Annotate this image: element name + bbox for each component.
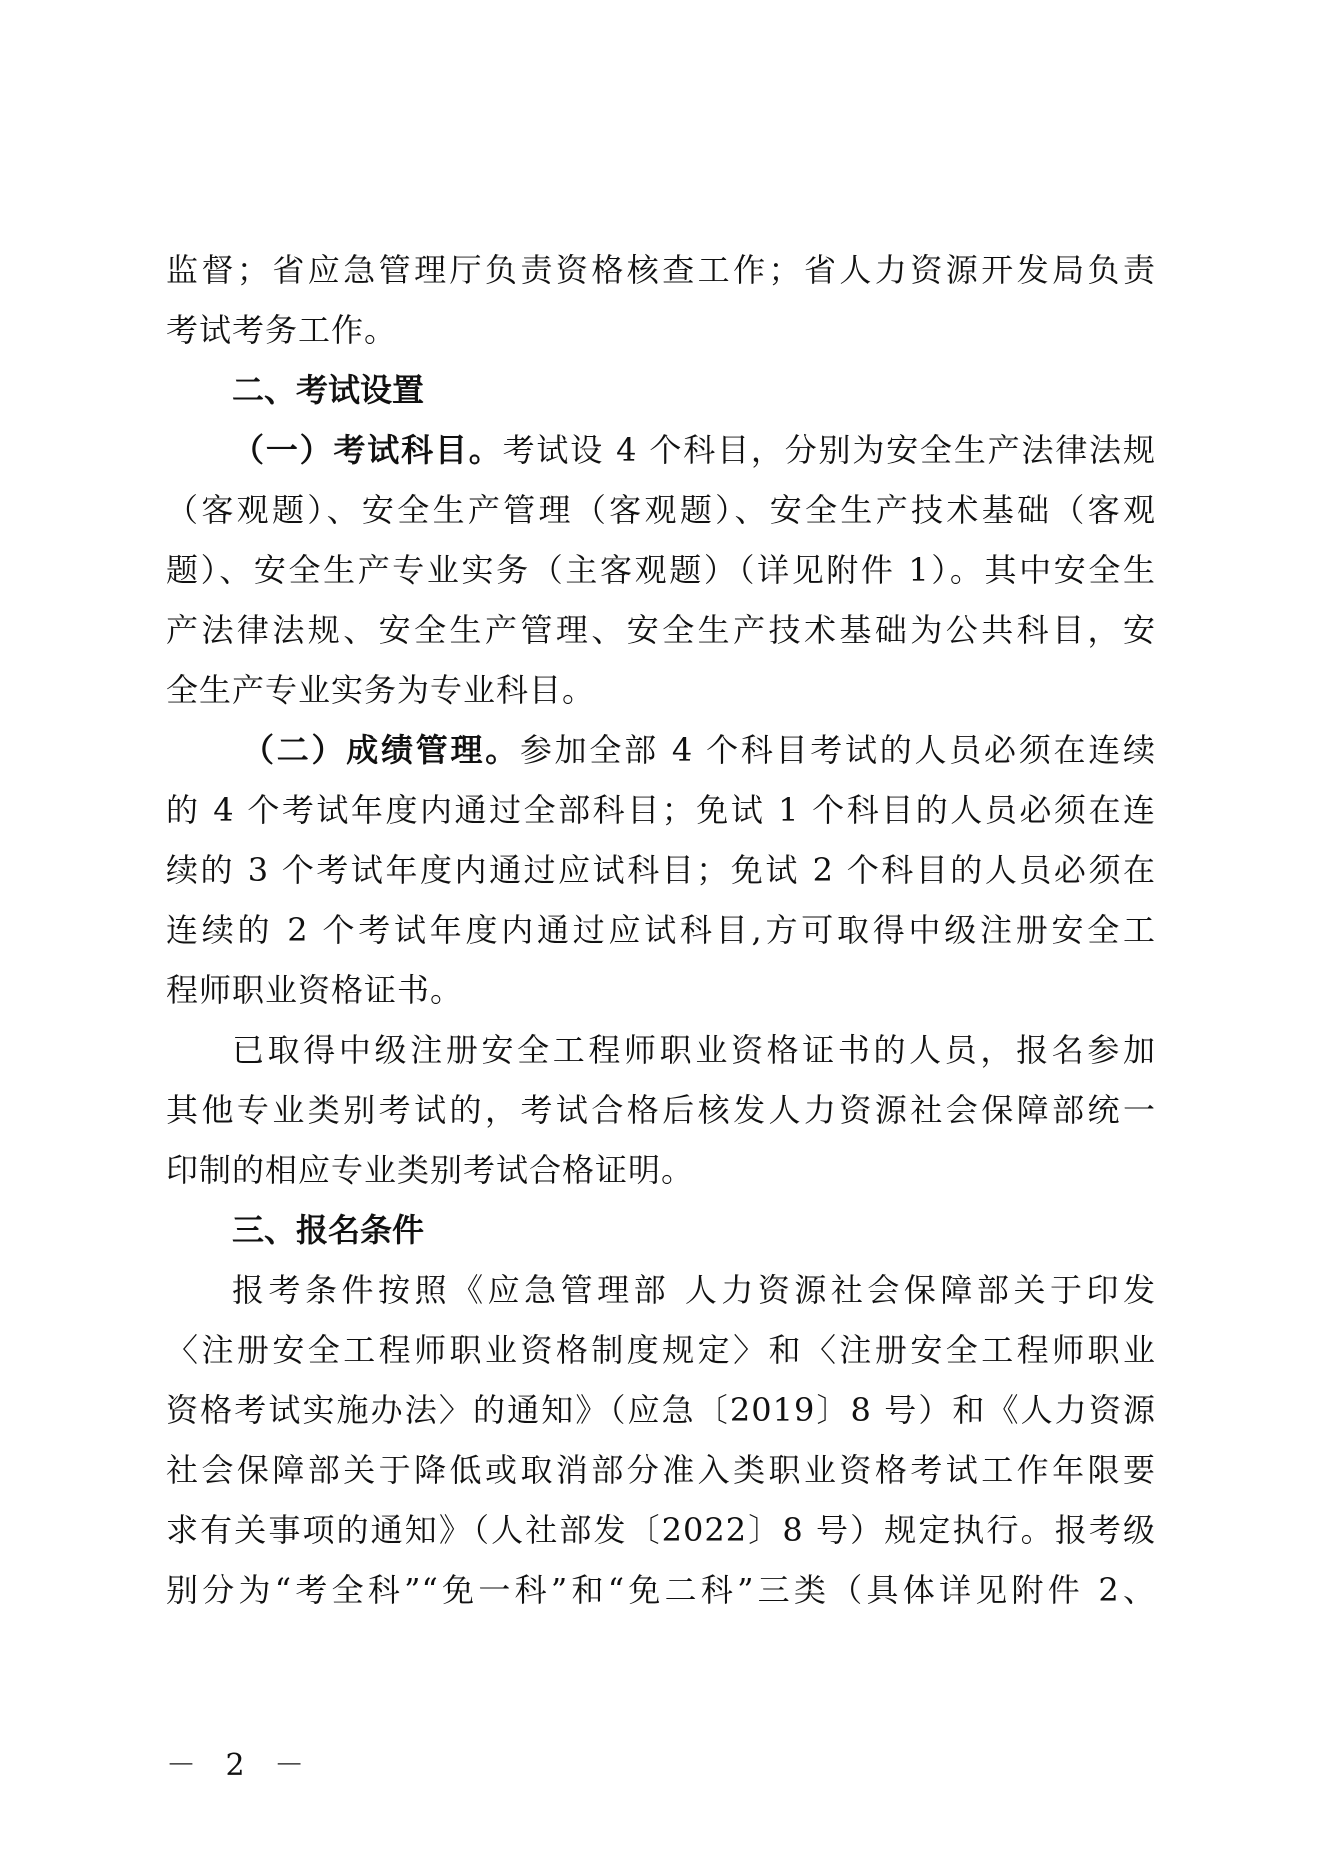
body-line: 续的 3 个考试年度内通过应试科目；免试 2 个科目的人员必须在 xyxy=(166,851,1156,889)
body-line: 别分为“考全科”“免一科”和“免二科”三类（具体详见附件 2、 xyxy=(166,1571,1156,1609)
body-line: 其他专业类别考试的，考试合格后核发人力资源社会保障部统一 xyxy=(166,1091,1156,1129)
body-line: 程师职业资格证书。 xyxy=(166,971,464,1009)
body-line: 的 4 个考试年度内通过全部科目；免试 1 个科目的人员必须在连 xyxy=(166,791,1156,829)
body-line: 已取得中级注册安全工程师职业资格证书的人员，报名参加 xyxy=(232,1031,1156,1069)
item-label-score-management: （二）成绩管理。 xyxy=(242,731,520,769)
body-line: 报考条件按照《应急管理部 人力资源社会保障部关于印发 xyxy=(232,1271,1156,1309)
body-line xyxy=(166,720,1156,780)
section-heading-exam-setup: 二、考试设置 xyxy=(232,371,425,409)
section-heading-registration-conditions: 三、报名条件 xyxy=(232,1211,425,1249)
document-body xyxy=(166,240,1156,1620)
page-number: － 2 － xyxy=(166,1748,315,1783)
body-line: 题）、安全生产专业实务（主客观题）（详见附件 1）。其中安全生 xyxy=(166,551,1156,589)
body-line: 产法律法规、安全生产管理、安全生产技术基础为公共科目，安 xyxy=(166,611,1156,649)
body-line: 全生产专业实务为专业科目。 xyxy=(166,671,596,709)
body-line: 〈注册安全工程师职业资格制度规定〉和〈注册安全工程师职业 xyxy=(166,1331,1156,1369)
body-line: 连续的 2 个考试年度内通过应试科目,方可取得中级注册安全工 xyxy=(166,911,1156,949)
body-text: 参加全部 4 个科目考试的人员必须在连续 xyxy=(519,731,1156,769)
item-label-exam-subjects: （一）考试科目。 xyxy=(232,431,503,469)
body-line: （客观题）、安全生产管理（客观题）、安全生产技术基础（客观 xyxy=(166,491,1156,529)
body-line: 求有关事项的通知》（人社部发〔2022〕8 号）规定执行。报考级 xyxy=(166,1511,1156,1549)
body-text: 考试设 4 个科目，分别为安全生产法律法规 xyxy=(502,431,1156,469)
body-line: 社会保障部关于降低或取消部分准入类职业资格考试工作年限要 xyxy=(166,1451,1156,1489)
body-line: 监督；省应急管理厅负责资格核查工作；省人力资源开发局负责 xyxy=(166,251,1156,289)
body-line: 资格考试实施办法〉的通知》（应急〔2019〕8 号）和《人力资源 xyxy=(166,1391,1156,1429)
body-line xyxy=(166,420,1156,480)
body-line: 印制的相应专业类别考试合格证明。 xyxy=(166,1151,695,1189)
body-line: 考试考务工作。 xyxy=(166,311,398,349)
